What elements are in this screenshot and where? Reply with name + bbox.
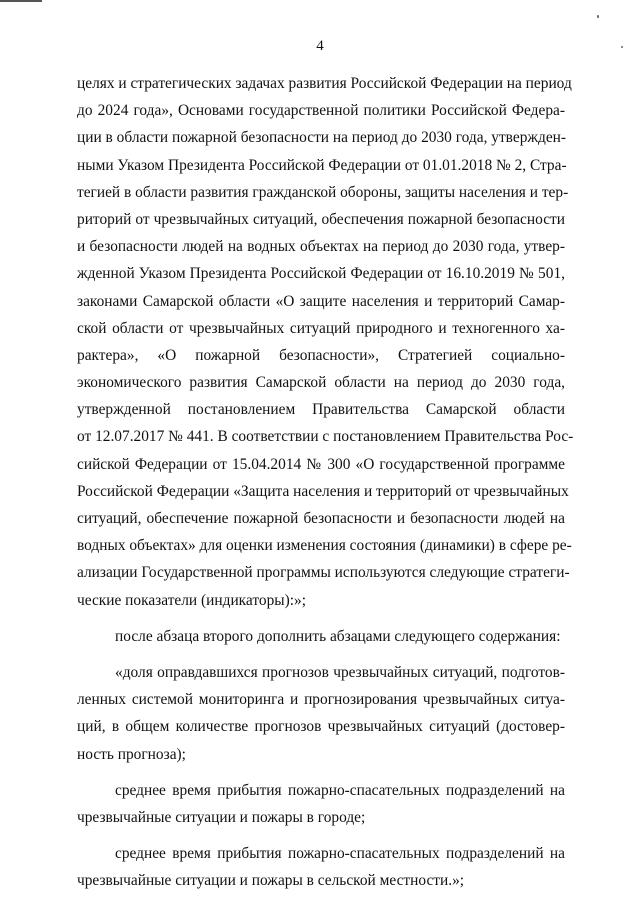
text-line: ализации Государственной программы используются следующие стратеги-: [77, 564, 570, 582]
text-line: ческие показатели (индикаторы):»;: [77, 591, 306, 609]
paragraph: [77, 623, 565, 650]
paragraph: [77, 840, 565, 894]
paragraph: [77, 70, 574, 614]
text-line: после абзаца второго дополнить абзацами следующего содержания:: [115, 627, 561, 645]
scan-edge-mark: [0, 0, 42, 2]
text-line: жденной Указом Президента Российской Федерации от 16.10.2019 № 501,: [77, 265, 565, 283]
text-line: до 2024 года», Основами государственной политики Российской Федера-: [77, 102, 565, 120]
text-line: водных объектах» для оценки изменения состояния (динамики) в сфере ре-: [77, 537, 572, 555]
scan-speck: [597, 15, 599, 18]
document-body: [77, 70, 574, 894]
paragraph-gap: [77, 650, 565, 659]
text-line: риторий от чрезвычайных ситуаций, обеспечения пожарной безопасности: [77, 210, 565, 228]
text-line: ской области от чрезвычайных ситуаций природного и техногенного ха-: [77, 319, 565, 337]
text-line: утвержденной постановлением Правительства Самарской области: [77, 401, 565, 419]
text-line: целях и стратегических задачах развития Российской Федерации на период: [77, 75, 572, 92]
text-line: ций, в общем количестве прогнозов чрезвычайных ситуаций (достовер-: [77, 718, 565, 736]
page-number: 4: [316, 38, 324, 54]
text-line: среднее время прибытия пожарно-спасательных подразделений на: [115, 845, 565, 863]
text-line: ленных системой мониторинга и прогнозирования чрезвычайных ситуа-: [77, 691, 565, 709]
text-line: ными Указом Президента Российской Федерации от 01.01.2018 № 2, Стра-: [77, 156, 567, 174]
text-line: ситуаций, обеспечение пожарной безопасности и безопасности людей на: [77, 510, 565, 527]
text-line: чрезвычайные ситуации и пожары в городе;: [77, 808, 366, 826]
text-line: Российской Федерации «Защита населения и территорий от чрезвычайных: [77, 482, 569, 500]
text-line: «доля оправдавшихся прогнозов чрезвычайных ситуаций, подготов-: [115, 663, 565, 681]
text-line: ции в области пожарной безопасности на период до 2030 года, утвержден-: [77, 129, 567, 147]
text-line: ность прогноза);: [77, 745, 186, 763]
text-line: тегией в области развития гражданской обороны, защиты населения и тер-: [77, 183, 569, 201]
text-line: законами Самарской области «О защите населения и территорий Самар-: [77, 292, 565, 310]
paragraph-gap: [77, 831, 565, 840]
paragraph-gap: [77, 768, 565, 777]
text-line: сийской Федерации от 15.04.2014 № 300 «О государственной программе: [77, 455, 565, 473]
text-line: чрезвычайные ситуации и пожары в сельской местности.»;: [77, 872, 465, 890]
paragraph-gap: [77, 614, 565, 623]
text-line: рактера», «О пожарной безопасности», Стратегией социально-: [77, 346, 565, 364]
paragraph: [77, 659, 565, 768]
paragraph: [77, 777, 565, 831]
text-line: экономического развития Самарской области на период до 2030 года,: [77, 374, 565, 392]
text-line: и безопасности людей на водных объектах на период до 2030 года, утвер-: [77, 238, 565, 256]
text-line: от 12.07.2017 № 441. В соответствии с постановлением Правительства Рос-: [77, 428, 574, 446]
text-line: среднее время прибытия пожарно-спасательных подразделений на: [115, 781, 565, 799]
